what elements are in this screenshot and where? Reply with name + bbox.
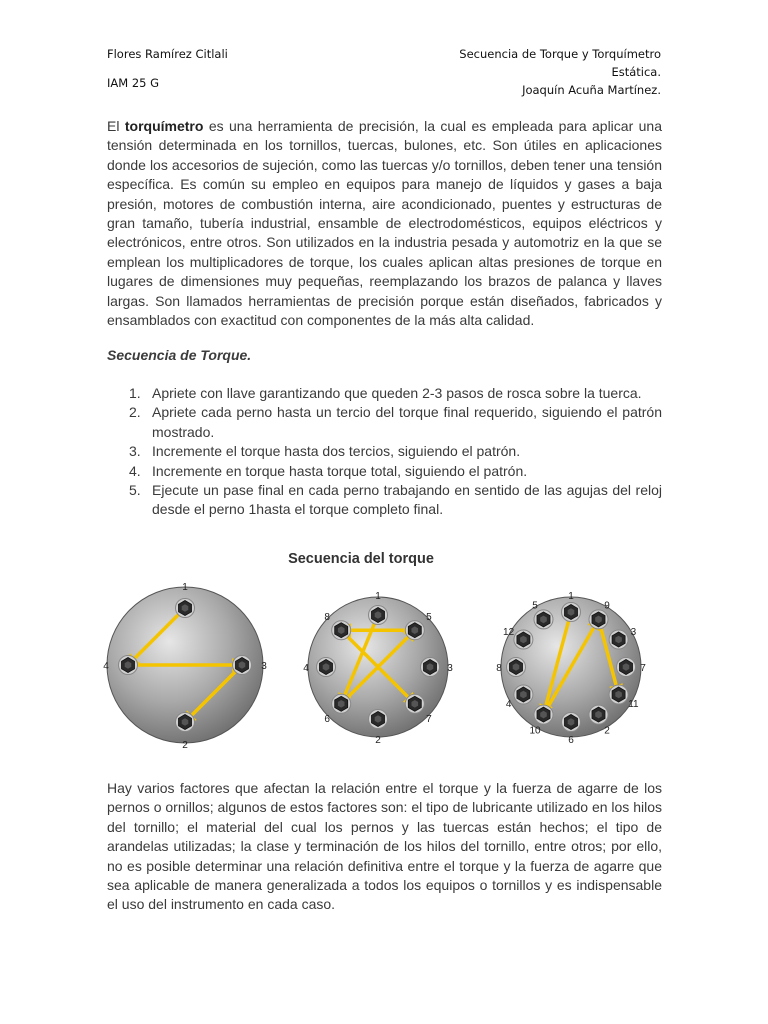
bolt-label: 7 <box>640 663 646 674</box>
bolt-label: 5 <box>532 600 538 612</box>
step-item <box>107 403 662 442</box>
step-text: Incremente el torque hasta dos tercios, siguiendo el patrón. <box>152 443 521 460</box>
bolt-label: 2 <box>375 735 381 746</box>
step-text: Apriete con llave garantizando que queden 2-3 pasos de rosca sobre la tuerca. <box>152 385 642 401</box>
bolt-label: 3 <box>261 661 267 672</box>
bolt-label: 2 <box>604 725 610 737</box>
bolt-label: 8 <box>324 612 330 624</box>
bolt-label: 2 <box>182 740 188 751</box>
step-number: 3. <box>129 443 141 460</box>
intro-paragraph <box>107 117 662 330</box>
torque-sequence-figure <box>104 545 664 755</box>
bolt-label: 1 <box>375 591 381 602</box>
bolt-diagram-3 <box>496 591 646 746</box>
bolt-diagram-1 <box>103 582 267 751</box>
figure-title: Secuencia del torque <box>288 551 434 567</box>
bolt-label: 9 <box>604 600 610 612</box>
step-number: 1. <box>129 385 141 401</box>
step-item <box>107 462 662 481</box>
intro-text: es una herramienta de precisión, la cual es empleada para aplicar una tensión determinada en los tornillos, tuercas, bulones, etc. Son útiles en aplicaciones donde los accesorios de sujeción, como las tuercas y/o tornillos, deben tener una tensión específica. Es común su empleo en equipos para manejo de líquidos y gases a baja presión, motores de combustión interna, aire acondicionado, puentes y estructuras de gran tamaño, tubería industrial, ensamble de electrodomésticos, equipos eléctricos y electrónicos, entre otros. Son utilizados en la industria pesada y automotriz en la que se emplean los multiplicadores de torque, los cuales aplican altas presiones de torque en lugares de dimensiones muy pequeñas, reemplazando los brazos de palanca y llaves largas. Son llamados herramientas de precisión porque están diseñados, fabricados y ensamblados con exactitud con componentes de la más alta calidad. <box>107 118 662 329</box>
intro-keyword: torquímetro <box>124 118 204 134</box>
bolt-label: 12 <box>503 627 515 638</box>
bolt-label: 6 <box>568 735 574 746</box>
bolt-label: 5 <box>426 612 432 624</box>
bolt-label: 7 <box>426 713 432 725</box>
step-item <box>107 384 662 403</box>
document-title-line1: Secuencia de Torque y Torquímetro <box>459 47 661 61</box>
bolt-label: 4 <box>505 699 512 710</box>
step-number: 2. <box>129 404 141 421</box>
bolt-label: 4 <box>103 661 109 672</box>
bolt-label: 1 <box>182 582 188 593</box>
step-number: 4. <box>129 462 141 479</box>
bolt-label: 3 <box>630 627 637 638</box>
steps-list <box>107 384 662 520</box>
bolt-label: 6 <box>324 713 330 725</box>
step-number: 5. <box>129 482 141 499</box>
step-text: Apriete cada perno hasta un tercio del torque final requerido, siguiendo el patrón mostrado. <box>152 404 662 440</box>
bolt-label: 3 <box>447 663 453 674</box>
document-title-line2: Estática. <box>611 65 661 79</box>
bolt-label: 4 <box>303 663 309 674</box>
section-title: Secuencia de Torque. <box>107 347 252 363</box>
group-code: IAM 25 G <box>107 76 160 90</box>
bolt-label: 1 <box>568 591 574 602</box>
bolt-label: 11 <box>628 699 639 710</box>
header-right <box>459 45 661 99</box>
bolt-diagram-2 <box>303 591 453 746</box>
intro-lead: El <box>107 118 125 134</box>
closing-paragraph: Hay varios factores que afectan la relación entre el torque y la fuerza de agarre de los pernos o ornillos; algunos de estos factores son: el tipo de lubricante utilizado en los hilos del tornillo; el material del cual los pernos y las tuercas están hechos; el tipo de arandelas utilizadas; la clase y terminación de los hilos del tornillo, entre otros; por ello, no es posible determinar una relación definitiva entre el torque y la fuerza de agarre que sea aplicable de manera generalizada a todos los equipos o tornillos y es indispensable el uso del instrumento en cada caso. <box>107 780 662 913</box>
author-name: Flores Ramírez Citlali <box>107 47 228 61</box>
step-item <box>107 442 662 461</box>
teacher-name: Joaquín Acuña Martínez. <box>522 83 661 97</box>
bolt-label: 10 <box>529 725 541 737</box>
header-left <box>107 45 228 103</box>
step-item <box>107 481 662 520</box>
bolt-label: 8 <box>496 663 502 674</box>
step-text: Ejecute un pase final en cada perno trabajando en sentido de las agujas del reloj desde el perno 1hasta el torque completo final. <box>152 482 662 518</box>
step-text: Incremente en torque hasta torque total, siguiendo el patrón. <box>152 462 528 479</box>
